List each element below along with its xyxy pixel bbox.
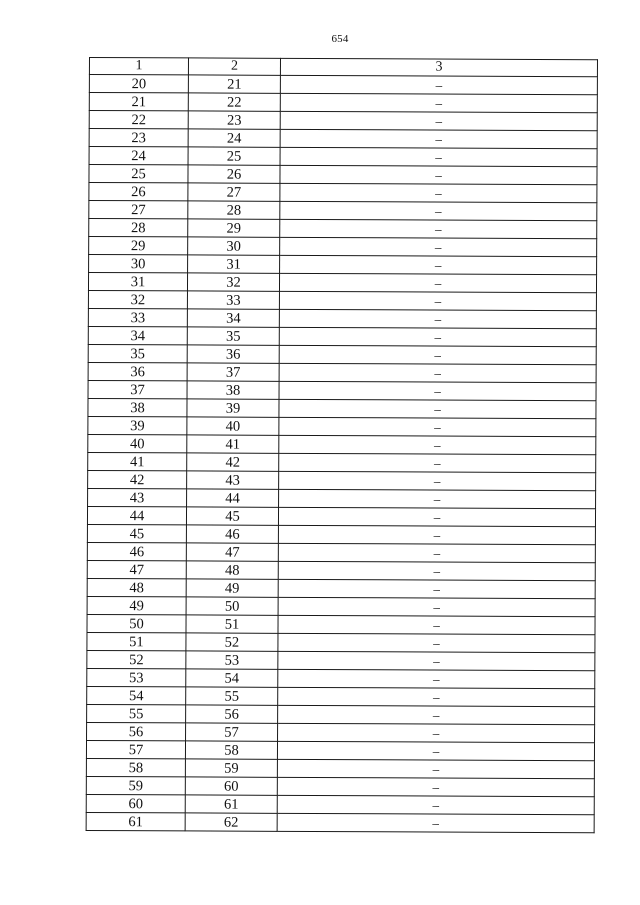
table-cell-col-2: 41 bbox=[187, 435, 279, 453]
table-cell-col-2: 47 bbox=[186, 543, 278, 561]
table-row bbox=[87, 578, 595, 598]
table-row bbox=[88, 470, 596, 490]
table-cell-col-1: 52 bbox=[87, 650, 186, 668]
table-cell-col-1: 21 bbox=[89, 93, 188, 111]
table-cell-col-2: 50 bbox=[186, 597, 278, 615]
table-cell-col-2: 39 bbox=[187, 399, 279, 417]
table-cell-col-1: 33 bbox=[88, 308, 187, 326]
table-cell-col-1: 43 bbox=[88, 488, 187, 506]
data-table bbox=[86, 57, 598, 833]
table-row bbox=[89, 219, 597, 239]
table-cell-col-3: – bbox=[279, 471, 596, 490]
table-cell-col-1: 38 bbox=[88, 398, 187, 416]
table-row bbox=[87, 506, 595, 526]
table-row bbox=[89, 75, 597, 95]
table-cell-col-2: 23 bbox=[188, 111, 280, 129]
table-row bbox=[87, 614, 595, 634]
table-cell-col-2: 53 bbox=[186, 651, 278, 669]
table-cell-col-3: – bbox=[278, 597, 595, 616]
page-number: 654 bbox=[331, 33, 349, 45]
table-cell-col-2: 58 bbox=[185, 741, 277, 759]
table-cell-col-1: 20 bbox=[89, 75, 188, 93]
table-cell-col-3: – bbox=[280, 255, 597, 274]
table-row bbox=[86, 758, 594, 778]
table-cell-col-1: 49 bbox=[87, 596, 186, 614]
column-header-3: 3 bbox=[280, 58, 597, 76]
table-cell-col-1: 48 bbox=[87, 578, 186, 596]
table-cell-col-2: 52 bbox=[186, 633, 278, 651]
table-cell-col-2: 35 bbox=[187, 327, 279, 345]
table-cell-col-1: 29 bbox=[89, 237, 188, 255]
table-row bbox=[87, 686, 595, 706]
table-row bbox=[88, 452, 596, 472]
table-cell-col-1: 59 bbox=[86, 776, 185, 794]
table-cell-col-1: 56 bbox=[87, 722, 186, 740]
table-row bbox=[89, 111, 597, 131]
table-cell-col-3: – bbox=[279, 489, 596, 508]
table-cell-col-2: 37 bbox=[187, 363, 279, 381]
table-cell-col-1: 31 bbox=[88, 273, 187, 291]
table-cell-col-2: 28 bbox=[188, 201, 280, 219]
table-cell-col-1: 27 bbox=[89, 201, 188, 219]
table-cell-col-2: 48 bbox=[186, 561, 278, 579]
table-cell-col-3: – bbox=[277, 741, 594, 760]
table-cell-col-3: – bbox=[279, 309, 596, 328]
table-cell-col-3: – bbox=[278, 525, 595, 544]
table-cell-col-3: – bbox=[278, 669, 595, 688]
table-row bbox=[88, 362, 596, 382]
table-row bbox=[88, 398, 596, 418]
table-cell-col-1: 60 bbox=[86, 794, 185, 812]
table-cell-col-1: 37 bbox=[88, 380, 187, 398]
table-cell-col-1: 24 bbox=[89, 147, 188, 165]
table-cell-col-2: 36 bbox=[187, 345, 279, 363]
table-row bbox=[88, 344, 596, 364]
table-body bbox=[86, 58, 597, 833]
table-row bbox=[87, 542, 595, 562]
table-row bbox=[88, 416, 596, 436]
table-cell-col-2: 45 bbox=[186, 507, 278, 525]
table-cell-col-3: – bbox=[279, 345, 596, 364]
table-cell-col-3: – bbox=[279, 381, 596, 400]
table-header-row bbox=[89, 58, 597, 77]
table-cell-col-2: 34 bbox=[187, 309, 279, 327]
table-row bbox=[89, 165, 597, 185]
table-cell-col-2: 30 bbox=[188, 237, 280, 255]
table-cell-col-3: – bbox=[279, 435, 596, 454]
table-row bbox=[89, 183, 597, 203]
table-cell-col-3: – bbox=[278, 561, 595, 580]
table-row bbox=[89, 255, 597, 275]
table-row bbox=[87, 704, 595, 724]
table-cell-col-3: – bbox=[278, 633, 595, 652]
table-cell-col-1: 28 bbox=[89, 219, 188, 237]
table-cell-col-2: 27 bbox=[188, 183, 280, 201]
table-cell-col-1: 46 bbox=[87, 542, 186, 560]
table-cell-col-3: – bbox=[279, 273, 596, 292]
table-cell-col-3: – bbox=[278, 651, 595, 670]
table-cell-col-1: 42 bbox=[88, 470, 187, 488]
table-cell-col-1: 50 bbox=[87, 614, 186, 632]
table-cell-col-1: 32 bbox=[88, 290, 187, 308]
table-cell-col-1: 61 bbox=[86, 812, 185, 830]
table-row bbox=[87, 722, 595, 742]
table-cell-col-3: – bbox=[278, 723, 595, 742]
table-cell-col-2: 51 bbox=[186, 615, 278, 633]
table-row bbox=[87, 632, 595, 652]
table-cell-col-3: – bbox=[280, 111, 597, 130]
table-cell-col-2: 49 bbox=[186, 579, 278, 597]
table-cell-col-3: – bbox=[277, 759, 594, 778]
table-cell-col-1: 54 bbox=[87, 686, 186, 704]
table-cell-col-3: – bbox=[280, 237, 597, 256]
table-row bbox=[86, 812, 594, 832]
table-cell-col-3: – bbox=[278, 543, 595, 562]
table-cell-col-2: 21 bbox=[188, 75, 280, 93]
table-row bbox=[87, 650, 595, 670]
table-cell-col-3: – bbox=[278, 705, 595, 724]
table-cell-col-2: 43 bbox=[187, 471, 279, 489]
table-cell-col-1: 58 bbox=[86, 758, 185, 776]
table-cell-col-2: 55 bbox=[186, 687, 278, 705]
table-cell-col-3: – bbox=[279, 399, 596, 418]
table-cell-col-1: 35 bbox=[88, 344, 187, 362]
table-row bbox=[89, 93, 597, 113]
table-cell-col-3: – bbox=[280, 183, 597, 202]
table-cell-col-1: 45 bbox=[87, 524, 186, 542]
table-cell-col-2: 46 bbox=[186, 525, 278, 543]
table-row bbox=[86, 740, 594, 760]
table-cell-col-3: – bbox=[280, 219, 597, 238]
table-cell-col-1: 40 bbox=[88, 434, 187, 452]
table-cell-col-2: 38 bbox=[187, 381, 279, 399]
table-cell-col-1: 25 bbox=[89, 165, 188, 183]
table-row bbox=[88, 326, 596, 346]
table-row bbox=[88, 488, 596, 508]
table-cell-col-1: 44 bbox=[87, 506, 186, 524]
table-cell-col-2: 44 bbox=[187, 489, 279, 507]
table-cell-col-3: – bbox=[279, 453, 596, 472]
table-row bbox=[87, 668, 595, 688]
table-cell-col-1: 51 bbox=[87, 632, 186, 650]
table-cell-col-2: 26 bbox=[188, 165, 280, 183]
table-cell-col-2: 56 bbox=[186, 705, 278, 723]
table-cell-col-1: 41 bbox=[88, 452, 187, 470]
table-row bbox=[88, 290, 596, 310]
table-row bbox=[88, 273, 596, 293]
table-cell-col-3: – bbox=[280, 75, 597, 94]
table-cell-col-2: 29 bbox=[188, 219, 280, 237]
table-cell-col-3: – bbox=[280, 129, 597, 148]
table-cell-col-2: 25 bbox=[188, 147, 280, 165]
table-row bbox=[89, 147, 597, 167]
table-cell-col-3: – bbox=[277, 813, 594, 832]
table-cell-col-2: 59 bbox=[185, 759, 277, 777]
table-cell-col-2: 60 bbox=[185, 777, 277, 795]
table-cell-col-1: 53 bbox=[87, 668, 186, 686]
table-row bbox=[87, 596, 595, 616]
table-row bbox=[88, 434, 596, 454]
table-cell-col-3: – bbox=[278, 579, 595, 598]
table-cell-col-1: 34 bbox=[88, 326, 187, 344]
table-cell-col-2: 22 bbox=[188, 93, 280, 111]
table-cell-col-2: 31 bbox=[188, 255, 280, 273]
table-cell-col-3: – bbox=[279, 363, 596, 382]
table-cell-col-3: – bbox=[278, 615, 595, 634]
table-cell-col-3: – bbox=[280, 147, 597, 166]
table-row bbox=[88, 380, 596, 400]
table-row bbox=[89, 129, 597, 149]
column-header-1: 1 bbox=[89, 58, 188, 75]
table-cell-col-2: 33 bbox=[187, 291, 279, 309]
table-cell-col-3: – bbox=[279, 417, 596, 436]
table-cell-col-3: – bbox=[277, 795, 594, 814]
table-cell-col-3: – bbox=[278, 687, 595, 706]
table-cell-col-3: – bbox=[279, 327, 596, 346]
table-cell-col-2: 61 bbox=[185, 795, 277, 813]
table-row bbox=[88, 308, 596, 328]
table-cell-col-3: – bbox=[279, 291, 596, 310]
table-cell-col-1: 39 bbox=[88, 416, 187, 434]
table-cell-col-3: – bbox=[280, 93, 597, 112]
table-row bbox=[86, 776, 594, 796]
table-cell-col-2: 54 bbox=[186, 669, 278, 687]
table-row bbox=[89, 237, 597, 257]
table-row bbox=[87, 560, 595, 580]
table-cell-col-1: 26 bbox=[89, 183, 188, 201]
table-cell-col-1: 55 bbox=[87, 704, 186, 722]
table-cell-col-1: 23 bbox=[89, 129, 188, 147]
table-cell-col-2: 24 bbox=[188, 129, 280, 147]
table-cell-col-3: – bbox=[280, 201, 597, 220]
table-cell-col-1: 30 bbox=[89, 255, 188, 273]
table-row bbox=[86, 794, 594, 814]
table-cell-col-3: – bbox=[278, 507, 595, 526]
table-cell-col-1: 57 bbox=[86, 740, 185, 758]
table-cell-col-2: 32 bbox=[187, 273, 279, 291]
table-cell-col-3: – bbox=[277, 777, 594, 796]
table-cell-col-2: 57 bbox=[186, 723, 278, 741]
table-row bbox=[87, 524, 595, 544]
table-cell-col-3: – bbox=[280, 165, 597, 184]
table-cell-col-2: 40 bbox=[187, 417, 279, 435]
table-cell-col-2: 42 bbox=[187, 453, 279, 471]
table-cell-col-1: 36 bbox=[88, 362, 187, 380]
column-header-2: 2 bbox=[188, 58, 280, 75]
table-cell-col-1: 47 bbox=[87, 560, 186, 578]
table-cell-col-2: 62 bbox=[185, 813, 277, 831]
table-cell-col-1: 22 bbox=[89, 111, 188, 129]
table-row bbox=[89, 201, 597, 221]
